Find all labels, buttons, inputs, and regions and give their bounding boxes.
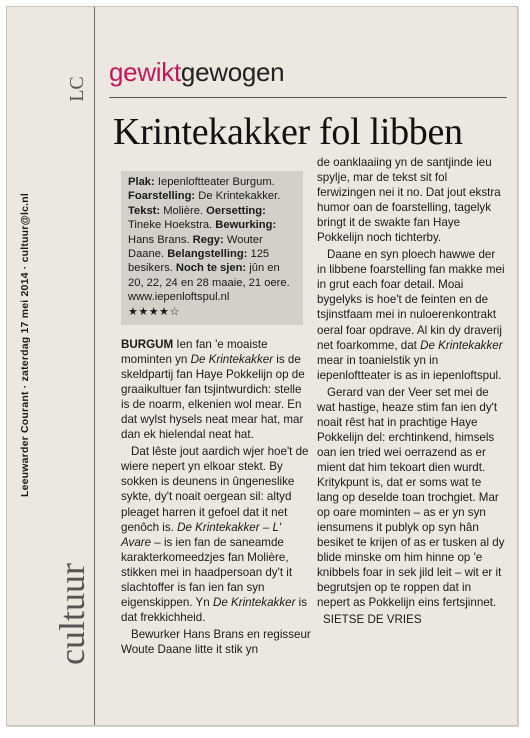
author-signature: SIETSE DE VRIES [323,613,422,627]
text-run: mear in toanielstik yn in iepenloftteater is as in iepenloftspul. [317,353,502,382]
italic-title: De Krintekakker [190,353,274,367]
italic-title: De Krintekakker [420,338,503,352]
info-url: www.iepenloftspul.nl [128,291,230,304]
info-noch-value: jûn en 20, 22, 24 en 28 maaie, 21 oere. [128,262,290,289]
sidebar [7,7,95,725]
paragraph: de oanklaaiing yn de santjinde ieu spylje, mar de tekst sit fol ferwizingen nei it no. Dat jout ekstra humor oan de foarstelling, tagelyk bringt it de swakte fan Haye Pokkelijn noch tichterby. [317,156,501,245]
info-noch-label: Noch te sjen: [175,262,247,275]
headline: Krintekakker fol libben [113,111,463,153]
info-foarstelling-value: De Krintekakker. [198,190,281,203]
paragraph: Gerard van der Veer set mei de wat hastige, heaze stim fan ien dy't noait rêst hat in prachtige Haye Pokkelijn del: erchtinkend, himsels oan ien tried wei oerrazend as er mient dat him tekoart dien wurdt. Kritykpunt is, dat er soms wat te lang op deselde toan trochgiet. Mar op oare mominten – as er yn syn iensumens it publyk op syn hân besiket te krijen of as er tusken al dy blide minske om him hinne op 'e knibbels foar in sek jild leit – wit er it begrutsjen op te roppen dat in nepert as Pokkelijn eins fertsjinnet. [317,385,505,610]
info-regy-label: Regy: [192,233,224,246]
rubric-title [109,57,284,87]
italic-title: De Krintekakker – L' Avare [121,520,282,549]
text-run: Daane en syn ploech hawwe der in libbene foarstelling fan makke mei in grut each foar detail. Moai bygelyks is hoe't de feinten en de tsjinstfaam mei in nuloerenkontrakt oeral foar opdrave. Al kin dy draverij net foarkomme, dat [317,248,505,352]
info-tekst-label: Tekst: [128,204,161,217]
publication-meta [17,192,33,498]
text-run: is de skeldpartij fan Haye Pokkelijn op de graaikultuer fan tsjintwurdich: stelle is de noarm, elkenien wol mear. En dat wylst hysels neat mear hat, mar dan ek hielendal neat hat. [121,353,305,442]
newspaper-clipping [6,6,518,726]
text-run: – is ien fan de saneamde karakterkomeedzjes fan Molière, stikken mei in haadpersoan dy't it slachtoffer is fan ien fan syn eigenskippen. Yn [121,535,293,609]
column-right [317,155,505,629]
text-run: Dat lêste jout aardich wjer hoe't de wiere nepert yn elkoar stekt. By sokken is deunens in ûngeneslike sykte, dy't noait oergean sil: altyd pleaget harren it gefoel dat it net genôch is. [121,445,309,534]
info-foarstelling-label: Foarstelling: [128,190,196,203]
article [109,7,509,725]
rubric-part-2: gewogen [180,57,285,87]
dateline: BURGUM [121,338,174,351]
info-regy-value: Wouter Daane. [128,233,263,261]
info-plak-value: Iepenloftteater Burgum. [157,176,275,188]
info-oersetting-label: Oersetting: [206,204,266,217]
rubric-rule [109,97,507,98]
paragraph [121,444,311,625]
info-plak-label: Plak: [128,176,155,188]
publication-meta-text: Leeuwarder Courant · zaterdag 17 mei 2014 · cultuur@lc.nl [19,192,31,498]
paragraph [121,337,311,442]
info-box [121,171,303,325]
text-run: is dat frekkichheid. [121,595,308,624]
column-left [121,337,311,659]
info-tekst-value: Molière. [163,204,204,217]
rubric-part-1: gewikt [109,57,181,87]
info-oersetting-value: Tineke Hoekstra. [128,219,213,232]
info-belangstelling-value: 125 besikers. [128,248,270,275]
section-label: cultuur [52,563,92,665]
info-bewurking-label: Bewurking: [215,219,277,232]
italic-title: De Krintekakker [212,595,296,609]
newspaper-logo: LC [65,76,88,102]
info-belangstelling-label: Belangstelling: [167,248,248,261]
paragraph: Bewurker Hans Brans en regisseur Woute Daane litte it stik yn [121,627,311,656]
paragraph [317,247,505,382]
info-bewurking-value: Hans Brans. [128,233,190,246]
text-run: Ien fan 'e moaiste mominten yn [121,338,268,367]
star-rating: ★★★★☆ [128,305,180,318]
